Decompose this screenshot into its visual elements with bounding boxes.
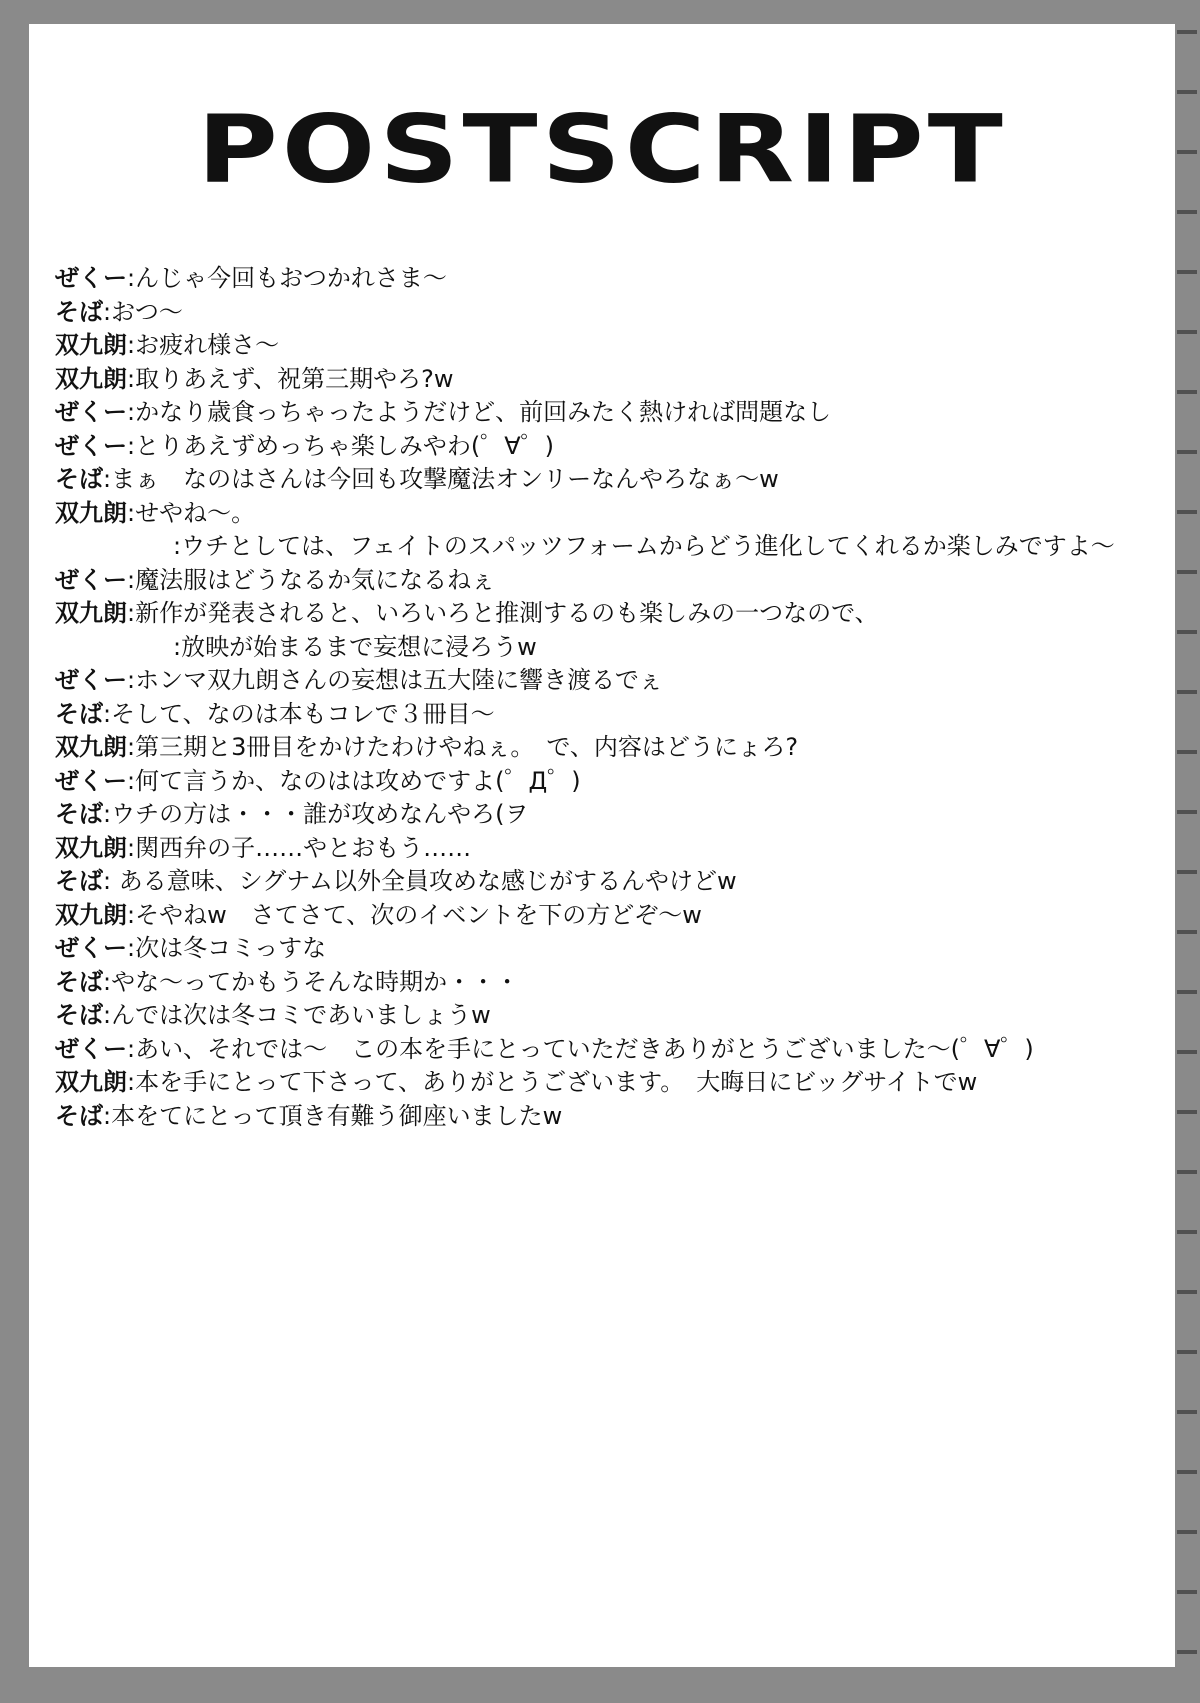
line-text: かなり歳食っちゃったようだけど、前回みたく熱ければ問題なし [135,398,832,426]
dialogue-line [55,262,1155,296]
dialogue-line [55,430,1155,464]
speaker-name: 双九朗 [55,833,127,862]
speaker-separator: : [103,1001,112,1029]
line-text: 関西弁の子……やとおもう…… [135,833,472,862]
page [29,24,1175,1667]
line-text: 何て言うか、なのはは攻めですよ(゜Д゜) [135,766,581,795]
dialogue-line [55,564,1155,598]
dialogue-line [55,597,1155,631]
dialogue-line [55,698,1155,732]
speaker-separator: : [103,699,112,728]
dialogue-line [55,932,1155,966]
line-text: せやね～。 [135,498,256,527]
dialogue-line [55,396,1155,430]
speaker-name: ぜくー [55,398,127,426]
dialogue-line [55,798,1155,832]
dialogue-line [55,1100,1155,1134]
speaker-name: ぜくー [55,264,127,292]
line-text: んじゃ今回もおつかれさま～ [135,264,447,292]
dialogue-line [55,463,1155,497]
dialogue-line [55,731,1155,765]
line-text: やな～ってかもうそんな時期か・・・ [111,967,520,996]
line-text: ある意味、シグナム以外全員攻めな感じがするんやけどw [111,867,737,895]
speaker-name: 双九朗 [55,733,127,761]
dialogue-line [55,899,1155,933]
speaker-separator: : [103,465,112,493]
speaker-name: そば [55,967,103,996]
speaker-name: 双九朗 [55,900,127,929]
speaker-separator: : [127,364,136,393]
speaker-name: ぜくー [55,1034,127,1063]
dialogue-line [55,1033,1155,1067]
line-text: 取りあえず、祝第三期やろ?w [135,364,454,393]
line-text: まぁ なのはさんは今回も攻撃魔法オンリーなんやろなぁ～w [111,465,779,493]
dialogue-line [55,631,1155,665]
line-text: 第三期と3冊目をかけたわけやねぇ。 で、内容はどうにょろ? [135,733,799,761]
speaker-name: 双九朗 [55,599,127,627]
speaker-separator: : [127,733,136,761]
page-title: POSTSCRIPT [197,94,1007,204]
line-text: 魔法服はどうなるか気になるねぇ [135,565,496,594]
line-text: そして、なのは本もコレで３冊目～ [111,699,495,728]
speaker-name: 双九朗 [55,498,127,527]
dialogue-line [55,530,1155,564]
speaker-separator: : [173,532,182,560]
speaker-name: ぜくー [55,565,127,594]
speaker-separator: : [127,766,136,795]
speaker-name: 双九朗 [55,1068,127,1096]
speaker-separator: : [127,900,136,929]
line-text: あい、それでは～ この本を手にとっていただきありがとうございました～(゜∀゜) [135,1034,1034,1063]
line-text: 新作が発表されると、いろいろと推測するのも楽しみの一つなので、 [135,599,879,627]
speaker-separator: : [127,1068,136,1096]
speaker-separator: : [127,331,136,359]
binding-edge [1177,0,1197,1703]
speaker-name: そば [55,699,103,728]
speaker-separator: : [127,934,136,962]
dialogue-line [55,966,1155,1000]
line-text: ウチの方は・・・誰が攻めなんやろ(ヲ [111,800,529,828]
dialogue-line [55,664,1155,698]
speaker-separator: : [127,398,136,426]
speaker-separator: : [127,498,136,527]
dialogue-line [55,296,1155,330]
dialogue-line [55,1066,1155,1100]
speaker-separator: : [127,599,136,627]
speaker-separator: : [103,967,112,996]
speaker-name: 双九朗 [55,364,127,393]
line-text: とりあえずめっちゃ楽しみやわ(゜∀゜) [135,431,554,460]
speaker-separator: : [127,1034,136,1063]
speaker-name: そば [55,297,103,326]
line-text: 次は冬コミっすな [135,934,327,962]
line-text: お疲れ様さ～ [135,331,280,359]
speaker-separator: : [127,666,136,694]
speaker-separator: : [127,431,136,460]
speaker-separator: : [103,867,112,895]
speaker-separator: : [127,833,136,862]
speaker-name: ぜくー [55,431,127,460]
line-text: 放映が始まるまで妄想に浸ろうw [181,632,537,661]
speaker-separator: : [103,1101,112,1130]
dialogue-line [55,329,1155,363]
speaker-name: ぜくー [55,934,127,962]
line-text: んでは次は冬コミであいましょうw [111,1001,491,1029]
speaker-name: そば [55,1001,103,1029]
line-text: 本をてにとって頂き有難う御座いましたw [111,1101,563,1130]
line-text: 本を手にとって下さって、ありがとうございます。 大晦日にビッグサイトでw [135,1068,978,1096]
speaker-name: そば [55,1101,103,1130]
dialogue-line [55,497,1155,531]
dialogue-line [55,832,1155,866]
line-text: ホンマ双九朗さんの妄想は五大陸に響き渡るでぇ [135,666,663,694]
dialogue-line [55,765,1155,799]
speaker-name: ぜくー [55,666,127,694]
dialogue-list [55,262,1155,1133]
speaker-name: 双九朗 [55,331,127,359]
speaker-name: そば [55,465,103,493]
speaker-separator: : [103,297,112,326]
speaker-separator: : [127,565,136,594]
dialogue-line [55,999,1155,1033]
line-text: ウチとしては、フェイトのスパッツフォームからどう進化してくれるか楽しみですよ～ [181,532,1115,560]
speaker-separator: : [173,632,182,661]
speaker-name: ぜくー [55,766,127,795]
speaker-name: そば [55,867,103,895]
speaker-separator: : [127,264,136,292]
speaker-separator: : [103,800,112,828]
line-text: そやねw さてさて、次のイベントを下の方どぞ～w [135,900,702,929]
dialogue-line [55,865,1155,899]
dialogue-line [55,363,1155,397]
line-text: おつ～ [111,297,183,326]
speaker-name: そば [55,800,103,828]
